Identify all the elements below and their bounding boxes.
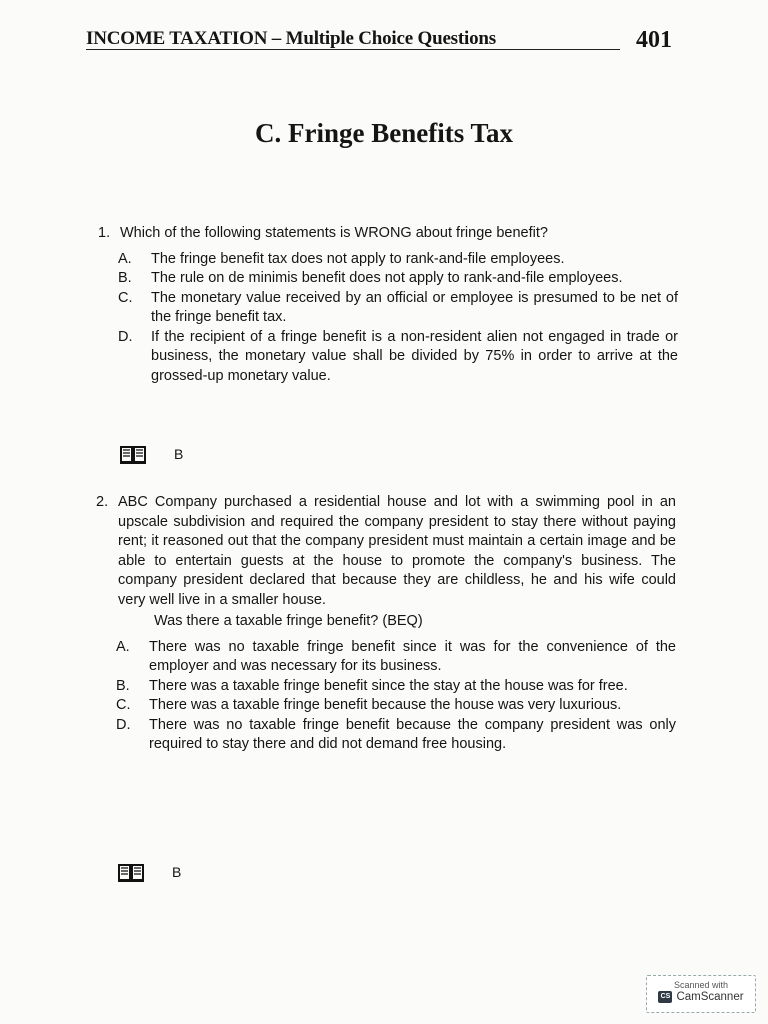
option-letter: B. xyxy=(118,270,132,286)
section-title: C. Fringe Benefits Tax xyxy=(254,118,513,148)
option-a xyxy=(118,250,678,270)
camscanner-brand xyxy=(647,991,755,1003)
question-number: 1. xyxy=(98,225,111,241)
question-text: Which of the following statements is WRONG about fringe benefit? xyxy=(120,225,548,241)
book-icon xyxy=(118,862,144,882)
options-list xyxy=(116,638,676,755)
answer-1 xyxy=(120,444,183,464)
question-text: ABC Company purchased a residential house and lot with a swimming pool in an upscale subdivision and required the company president to stay there without paying rent; it reasoned out that the company president must maintain a certain image and be able to entertain guests at the house to promote the company's business. The company president declared that because they are childless, he and his wife could very well live in a smaller house. xyxy=(118,494,676,608)
option-letter: A. xyxy=(118,250,132,267)
option-letter: B. xyxy=(116,677,130,694)
page-number: 401 xyxy=(636,27,672,53)
scanned-with-label: Scanned with xyxy=(673,980,729,990)
page-header xyxy=(86,26,672,52)
option-text: The rule on de minimis benefit does not apply to rank-and-file employees. xyxy=(151,270,623,286)
question-number: 2. xyxy=(96,494,109,510)
book-icon xyxy=(120,444,146,464)
scanner-watermark xyxy=(646,975,756,1013)
option-c xyxy=(116,696,676,716)
option-b xyxy=(118,269,678,289)
option-a xyxy=(116,638,676,677)
header-title: INCOME TAXATION – Multiple Choice Questions xyxy=(86,28,496,49)
question-1 xyxy=(98,224,678,386)
option-letter: A. xyxy=(116,638,130,655)
question-prompt: Was there a taxable fringe benefit? (BEQ) xyxy=(154,613,423,629)
option-d xyxy=(118,328,678,387)
options-list xyxy=(118,250,678,387)
option-text: There was a taxable fringe benefit because the house was very luxurious. xyxy=(149,697,622,713)
question-2 xyxy=(96,493,676,755)
option-c xyxy=(118,289,678,328)
option-text: If the recipient of a fringe benefit is a non-resident alien not engaged in trade or business, the monetary value shall be divided by 75% in order to arrive at the grossed-up monetary value. xyxy=(151,328,678,384)
answer-letter: B xyxy=(174,446,184,462)
option-text: The fringe benefit tax does not apply to rank-and-file employees. xyxy=(151,250,565,267)
option-letter: C. xyxy=(116,697,131,713)
option-letter: C. xyxy=(118,289,133,306)
option-letter: D. xyxy=(116,716,131,733)
answer-2 xyxy=(118,862,181,882)
option-b xyxy=(116,677,676,697)
answer-letter: B xyxy=(172,864,182,880)
camscanner-brand-label: CamScanner xyxy=(676,991,744,1003)
option-d xyxy=(116,716,676,755)
option-text: There was no taxable fringe benefit because the company president was only required to stay there and did not demand free housing. xyxy=(149,716,676,752)
option-text: There was a taxable fringe benefit since the stay at the house was for free. xyxy=(149,677,628,694)
option-text: The monetary value received by an official or employee is presumed to be net of the fringe benefit tax. xyxy=(151,289,678,325)
option-letter: D. xyxy=(118,328,133,345)
camscanner-logo-icon: CS xyxy=(658,991,672,1003)
option-text: There was no taxable fringe benefit since it was for the convenience of the employer and was necessary for its business. xyxy=(149,638,676,674)
